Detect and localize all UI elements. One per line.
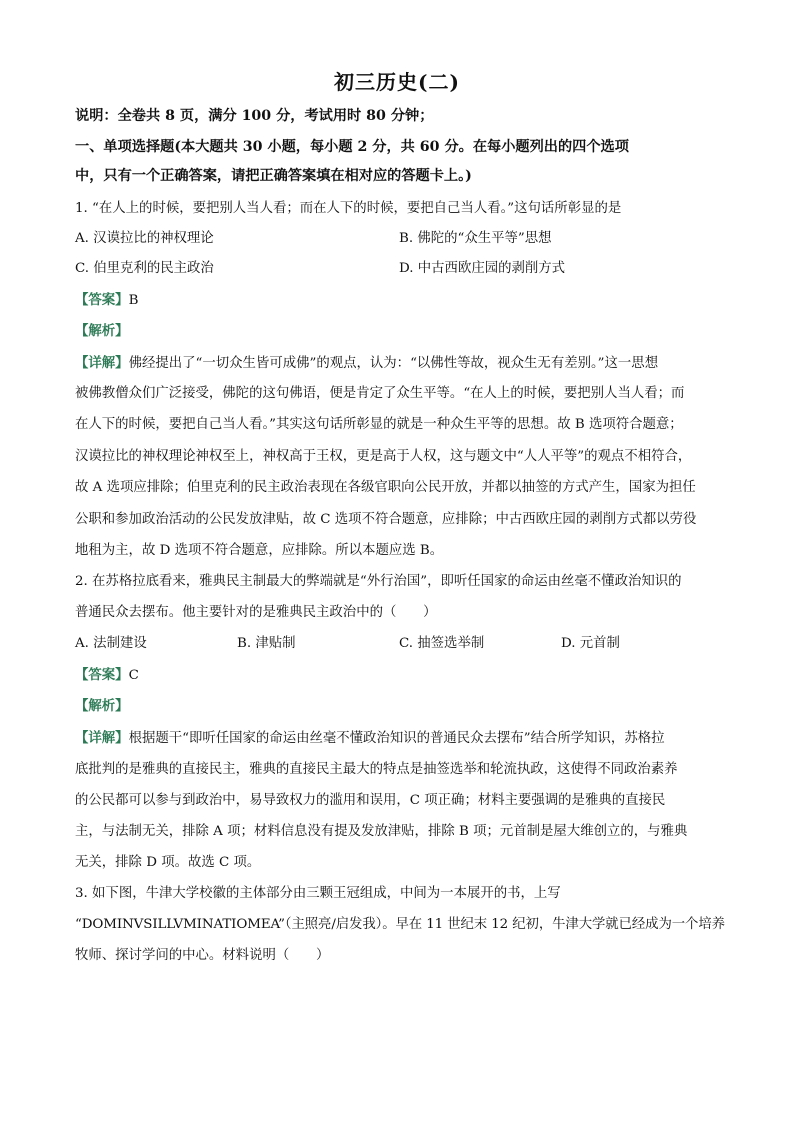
page-title: 初三历史(二) xyxy=(334,70,460,94)
q1-option-b: B. 佛陀的“众生平等”思想 xyxy=(399,231,552,246)
q3-stem-line: “DOMINVSILLVMINATIOMEA”（主照亮/启发我）。早在 11 世纪末 12 纪初，牛津大学就已经成为一个培养 xyxy=(75,917,725,932)
q2-answer xyxy=(75,665,725,686)
q1-detail-line xyxy=(75,353,725,374)
q1-detail-line: 在人下的时候，要把自己当人看。”其实这句话所彰显的就是一种众生平等的思想。故 B 选项符合题意； xyxy=(75,417,683,432)
section-heading-line-2: 中，只有一个正确答案，请把正确答案填在相对应的答题卡上。) xyxy=(75,168,472,184)
q2-detail-line xyxy=(75,728,725,749)
q2-option-c: C. 抽签选举制 xyxy=(399,636,485,651)
q1-option-d: D. 中古西欧庄园的剥削方式 xyxy=(399,261,566,276)
q2-detail-line: 底批判的是雅典的直接民主，雅典的直接民主最大的特点是抽签选举和轮流执政，这使得不同政治素养 xyxy=(75,762,678,777)
q1-answer-value: B xyxy=(128,293,139,308)
q1-answer-tag: 【答案】 xyxy=(75,292,129,308)
q1-detail-line: 公职和参加政治活动的公民发放津贴，故 C 选项不符合题意，应排除；中古西欧庄园的剥削方式都以劳役 xyxy=(75,512,697,527)
q1-detail-text: 佛经提出了“一切众生皆可成佛”的观点，认为：“以佛性等故，视众生无有差别。”这一思想 xyxy=(128,356,659,371)
q2-detail-line: 主，与法制无关，排除 A 项；材料信息没有提及发放津贴，排除 B 项；元首制是屋大维创立的，与雅典 xyxy=(75,824,688,839)
q1-detail-line: 汉谟拉比的神权理论神权至上，神权高于王权，更是高于人权，这与题文中“人人平等”的观点不相符合， xyxy=(75,449,692,464)
q1-detail-line: 故 A 选项应排除；伯里克利的民主政治表现在各级官职向公民开放，并都以抽签的方式产生，国家为担任 xyxy=(75,480,696,495)
section-heading-line-1: 一、单项选择题(本大题共 30 小题，每小题 2 分，共 60 分。在每小题列出的四个选项 xyxy=(75,139,629,155)
q1-detail-tag: 【详解】 xyxy=(75,355,129,371)
q1-detail-line: 地租为主，故 D 选项不符合题意，应排除。所以本题应选 B。 xyxy=(75,543,444,558)
q2-option-b: B. 津贴制 xyxy=(237,636,296,651)
q3-stem-line: 3. 如下图，牛津大学校徽的主体部分由三颗王冠组成，中间为一本展开的书，上写 xyxy=(75,886,561,901)
q2-detail-line: 无关，排除 D 项。故选 C 项。 xyxy=(75,855,261,870)
q2-detail-text: 根据题干“即听任国家的命运由丝毫不懂政治知识的普通民众去摆布”结合所学知识，苏格拉 xyxy=(128,731,665,746)
q1-analysis xyxy=(75,321,725,342)
exam-instructions: 说明：全卷共 8 页，满分 100 分，考试用时 80 分钟； xyxy=(75,108,434,124)
q1-answer xyxy=(75,290,725,311)
q2-stem-line: 普通民众去摆布。他主要针对的是雅典民主政治中的（ ） xyxy=(75,605,437,620)
q2-analysis-tag: 【解析】 xyxy=(75,698,129,714)
q2-detail-tag: 【详解】 xyxy=(75,730,129,746)
q2-option-a: A. 法制建设 xyxy=(75,636,147,651)
q1-stem: 1. “在人上的时候，要把别人当人看；而在人下的时候，要把自己当人看。”这句话所彰显的是 xyxy=(75,201,622,216)
q2-detail-line: 的公民都可以参与到政治中，易导致权力的滥用和误用，C 项正确；材料主要强调的是雅典的直接民 xyxy=(75,793,666,808)
q2-answer-tag: 【答案】 xyxy=(75,667,129,683)
q2-analysis xyxy=(75,696,725,717)
q1-option-a: A. 汉谟拉比的神权理论 xyxy=(75,231,214,246)
q2-answer-value: C xyxy=(128,668,139,683)
q2-stem-line: 2. 在苏格拉底看来，雅典民主制最大的弊端就是“外行治国”，即听任国家的命运由丝毫不懂政治知识的 xyxy=(75,574,682,589)
q2-option-d: D. 元首制 xyxy=(561,636,620,651)
q1-detail-line: 被佛教僧众们广泛接受，佛陀的这句佛语，便是肯定了众生平等。“在人上的时候，要把别人当人看；而 xyxy=(75,386,685,401)
q1-analysis-tag: 【解析】 xyxy=(75,323,129,339)
q3-stem-line: 牧师、探讨学问的中心。材料说明（ ） xyxy=(75,948,330,963)
q1-option-c: C. 伯里克利的民主政治 xyxy=(75,261,214,276)
